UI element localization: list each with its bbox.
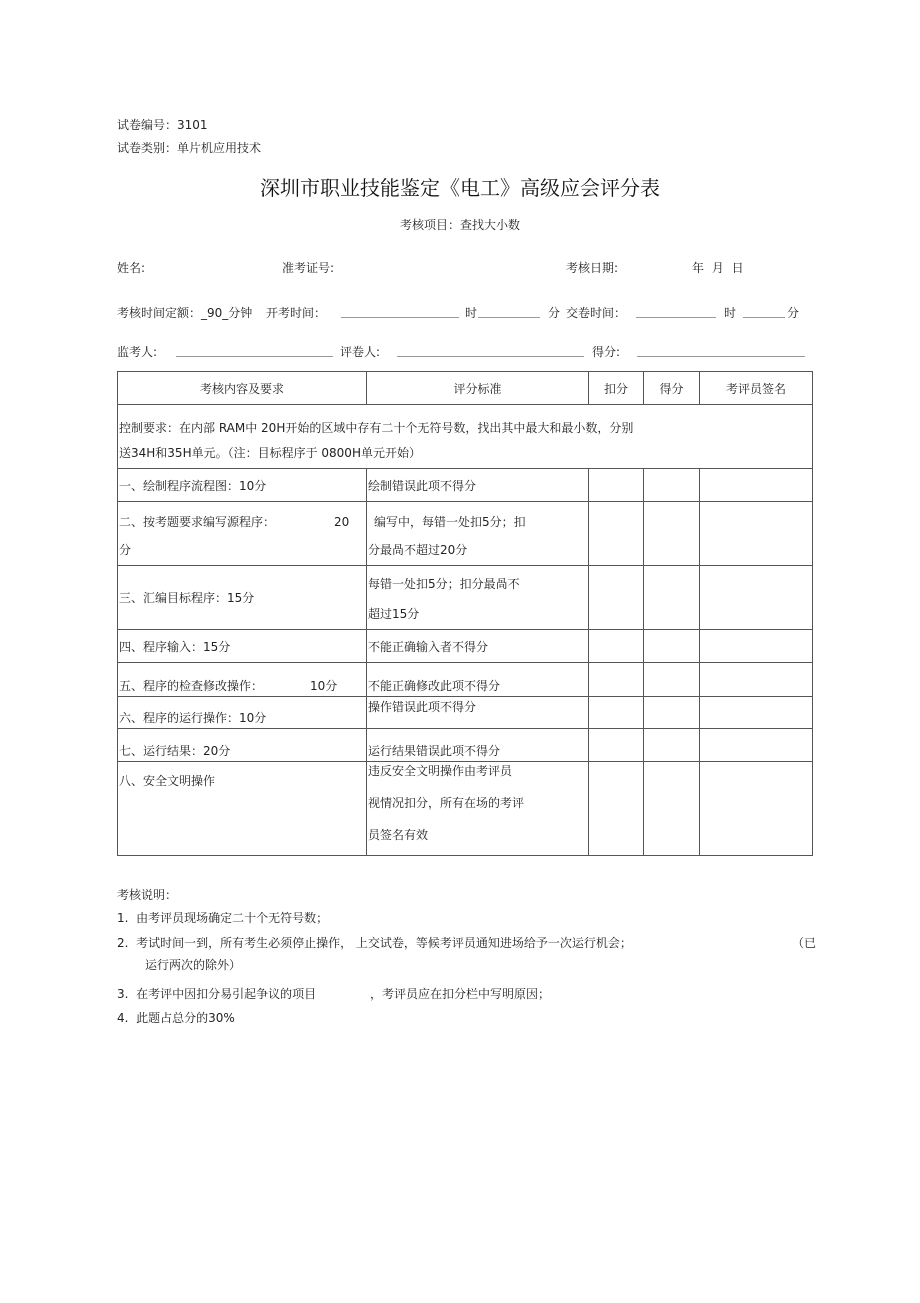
- note-2: [117, 934, 632, 951]
- date-label: 考核日期:: [566, 261, 619, 275]
- submit-minute-label: 分: [787, 306, 800, 320]
- row-criteria-line-2: 分最咼不超过20分: [368, 542, 468, 557]
- signature-cell[interactable]: [700, 502, 813, 566]
- note-3: [117, 985, 316, 1002]
- signature-cell[interactable]: [700, 469, 813, 502]
- score-cell[interactable]: [644, 566, 700, 630]
- paper-type: 试卷类别：单片机应用技术: [117, 141, 262, 155]
- table-row: [118, 697, 813, 729]
- row-item: 四、程序输入：15分: [118, 630, 367, 663]
- row-criteria-line-1: 编写中，每错一处扣5分；扣: [374, 514, 526, 529]
- row-item: [118, 502, 367, 566]
- deduct-cell[interactable]: [589, 663, 644, 697]
- row-item: 六、程序的运行操作：10分: [118, 697, 367, 729]
- deduct-cell[interactable]: [589, 469, 644, 502]
- header-content: 考核内容及要求: [118, 372, 367, 405]
- table-row: [118, 502, 813, 566]
- row-criteria: 运行结果错误此项不得分: [367, 729, 589, 762]
- submit-minute-line[interactable]: [743, 317, 785, 318]
- row-criteria: 不能正确输入者不得分: [367, 630, 589, 663]
- row-item-score: 10分: [310, 679, 338, 693]
- start-time-label: 开考时间：: [266, 306, 327, 320]
- start-minute-label: 分: [548, 306, 561, 320]
- deduct-cell[interactable]: [589, 697, 644, 729]
- note-text: 此题占总分的30%: [136, 1011, 235, 1025]
- note-number: 1.: [117, 911, 129, 925]
- paper-number: 试卷编号：3101: [117, 118, 208, 132]
- row-criteria-line-2: 视情况扣分，所有在场的考评: [368, 796, 525, 810]
- note-number: 3.: [117, 987, 129, 1001]
- score-line[interactable]: [637, 356, 805, 357]
- row-criteria: [367, 762, 589, 856]
- row-criteria: 不能正确修改此项不得分: [367, 663, 589, 697]
- signature-cell[interactable]: [700, 762, 813, 856]
- score-cell[interactable]: [644, 469, 700, 502]
- header-signature: 考评员签名: [700, 372, 813, 405]
- start-hour-label: 时: [465, 306, 478, 320]
- row-item-unit: 分: [119, 542, 132, 557]
- table-row: [118, 663, 813, 697]
- time-quota-value: _90_: [201, 306, 229, 320]
- proctor-label: 监考人:: [117, 345, 158, 359]
- requirement-line-2: 送34H和35H单元。（注：目标程序于 0800H单元开始）: [119, 445, 421, 460]
- header-criteria: 评分标准: [367, 372, 589, 405]
- score-cell[interactable]: [644, 729, 700, 762]
- name-label: 姓名:: [117, 261, 146, 275]
- date-value: 年 月 日: [692, 261, 744, 275]
- row-criteria-line-2: 超过15分: [368, 606, 420, 621]
- project-line: 考核项目：查找大小数: [399, 218, 520, 232]
- start-hour-line[interactable]: [341, 317, 459, 318]
- note-3-continued: ，考评员应在扣分栏中写明原因；: [370, 987, 551, 1001]
- row-item: 一、绘制程序流程图：10分: [118, 469, 367, 502]
- time-quota-unit: 分钟: [228, 306, 253, 320]
- row-item-score: 20: [334, 514, 350, 529]
- grader-line[interactable]: [397, 356, 584, 357]
- score-cell[interactable]: [644, 630, 700, 663]
- row-criteria: 绘制错误此项不得分: [367, 469, 589, 502]
- requirement-cell: [118, 405, 813, 469]
- start-minute-line[interactable]: [478, 317, 540, 318]
- deduct-cell[interactable]: [589, 630, 644, 663]
- signature-cell[interactable]: [700, 630, 813, 663]
- deduct-cell[interactable]: [589, 729, 644, 762]
- grader-label: 评卷人:: [340, 345, 381, 359]
- row-item-text: 五、程序的检查修改操作：: [119, 679, 264, 693]
- proctor-line[interactable]: [176, 356, 333, 357]
- note-4: [117, 1009, 235, 1026]
- score-cell[interactable]: [644, 762, 700, 856]
- note-text: 在考评中因扣分易引起争议的项目: [136, 987, 317, 1001]
- row-criteria-line-1: 违反安全文明操作由考评员: [368, 764, 513, 778]
- score-label: 得分:: [592, 345, 621, 359]
- submit-hour-line[interactable]: [636, 317, 716, 318]
- row-item: 七、运行结果：20分: [118, 729, 367, 762]
- requirement-line-1: 控制要求：在内部 RAM中 20H开始的区域中存有二十个无符号数，找出其中最大和最小数，分别: [119, 420, 634, 435]
- note-number: 4.: [117, 1011, 129, 1025]
- table-row: [118, 630, 813, 663]
- signature-cell[interactable]: [700, 729, 813, 762]
- signature-cell[interactable]: [700, 566, 813, 630]
- header-deduct: 扣分: [589, 372, 644, 405]
- table-row: [118, 729, 813, 762]
- time-quota-row: [117, 304, 252, 321]
- note-2-tail: （已: [792, 936, 817, 950]
- score-cell[interactable]: [644, 502, 700, 566]
- submit-hour-label: 时: [724, 306, 737, 320]
- signature-cell[interactable]: [700, 697, 813, 729]
- score-cell[interactable]: [644, 697, 700, 729]
- row-item: 三、汇编目标程序：15分: [118, 566, 367, 630]
- signature-cell[interactable]: [700, 663, 813, 697]
- row-criteria: [367, 502, 589, 566]
- row-item: 八、安全文明操作: [118, 762, 367, 856]
- note-text: 由考评员现场确定二十个无符号数；: [136, 911, 329, 925]
- note-2-continued: 运行两次的除外）: [145, 958, 242, 972]
- note-text: 考试时间一到，所有考生必须停止操作， 上交试卷，等候考评员通知进场给予一次运行机会；: [136, 936, 632, 950]
- row-criteria: 操作错误此项不得分: [367, 697, 589, 729]
- row-criteria-line-3: 员签名有效: [368, 828, 429, 842]
- header-score: 得分: [644, 372, 700, 405]
- deduct-cell[interactable]: [589, 566, 644, 630]
- time-quota-label: 考核时间定额：: [117, 306, 202, 320]
- table-row: [118, 762, 813, 856]
- table-row: [118, 469, 813, 502]
- row-item: [118, 663, 367, 697]
- note-1: [117, 909, 328, 926]
- row-criteria-line-1: 每错一处扣5分；扣分最咼不: [368, 576, 520, 591]
- ticket-label: 准考证号:: [282, 261, 335, 275]
- page-title: 深圳市职业技能鉴定《电工》高级应会评分表: [260, 176, 660, 200]
- submit-time-label: 交卷时间：: [566, 306, 627, 320]
- deduct-cell[interactable]: [589, 762, 644, 856]
- scoring-table: [117, 371, 813, 856]
- note-number: 2.: [117, 936, 129, 950]
- deduct-cell[interactable]: [589, 502, 644, 566]
- score-cell[interactable]: [644, 663, 700, 697]
- table-row: [118, 566, 813, 630]
- row-item-text: 二、按考题要求编写源程序：: [119, 514, 276, 529]
- notes-heading: 考核说明：: [117, 888, 178, 902]
- row-criteria: [367, 566, 589, 630]
